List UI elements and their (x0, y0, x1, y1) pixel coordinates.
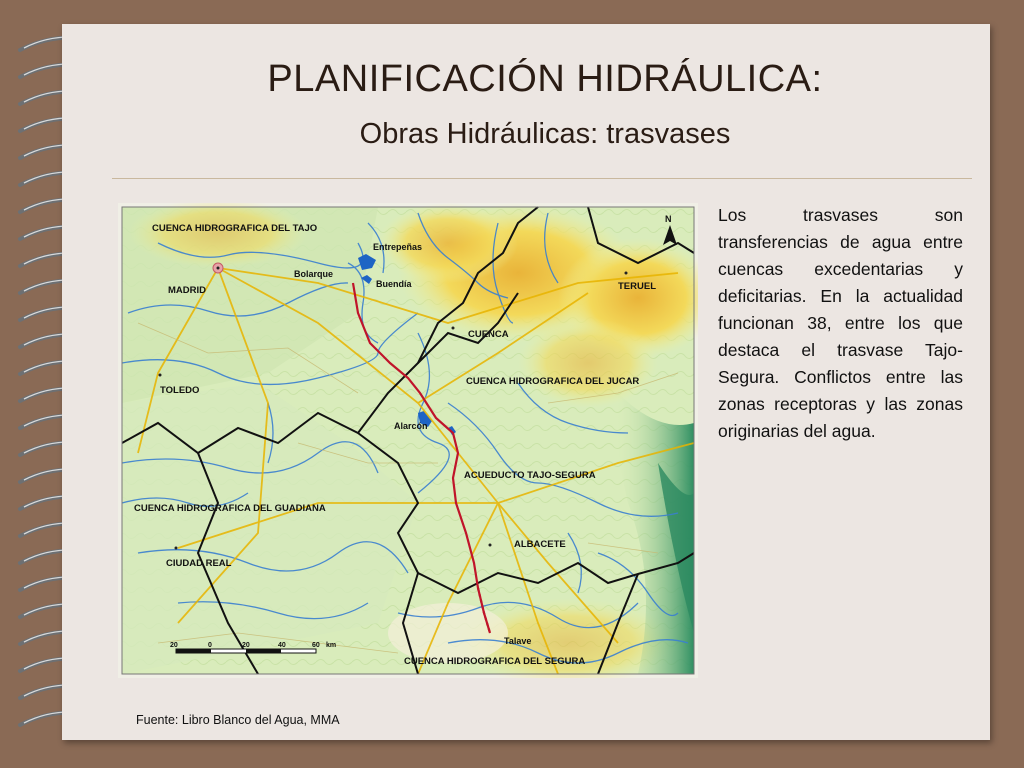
label-entrepenas: Entrepeñas (373, 242, 423, 252)
slide-title: PLANIFICACIÓN HIDRÁULICA: (267, 58, 823, 100)
scale-tick-label: 0 (208, 642, 212, 649)
scale-tick-label: 40 (278, 642, 286, 649)
label-albacete: ALBACETE (514, 539, 566, 550)
label-madrid: MADRID (168, 285, 206, 296)
slide-subtitle: Obras Hidráulicas: trasvases (359, 118, 731, 150)
label-bolarque: Bolarque (294, 269, 334, 279)
map-svg (118, 203, 698, 678)
hydrographic-map (118, 203, 698, 678)
label-acueducto: ACUEDUCTO TAJO-SEGURA (464, 470, 596, 481)
label-toledo: TOLEDO (160, 385, 200, 396)
label-teruel: TERUEL (618, 281, 656, 292)
label-cuenca-city: CUENCA (468, 329, 509, 340)
source-caption: Fuente: Libro Blanco del Agua, MMA (136, 713, 340, 727)
scale-tick-label: 60 (312, 642, 320, 649)
label-cuenca-guadiana: CUENCA HIDROGRAFICA DEL GUADIANA (134, 503, 326, 514)
label-alarcon: Alarcón (394, 421, 428, 431)
scale-tick-label: 20 (170, 642, 178, 649)
label-cuenca-tajo: CUENCA HIDROGRAFICA DEL TAJO (152, 223, 318, 234)
title-divider (112, 178, 972, 179)
scale-unit-label: km (326, 642, 337, 649)
label-ciudad-real: CIUDAD REAL (166, 558, 232, 569)
svg-text:N: N (665, 214, 672, 224)
scale-tick-label: 20 (242, 642, 250, 649)
body-paragraph: Los trasvases son transferencias de agua entre cuencas excedentarias y deficitarias. En la actualidad funcionan 38, entre los que destaca el trasvase Tajo-Segura. Conflictos entre las zonas receptoras y las zonas originarias del agua. (718, 205, 963, 441)
label-cuenca-jucar: CUENCA HIDROGRAFICA DEL JUCAR (466, 376, 640, 387)
label-buendia: Buendía (376, 279, 412, 289)
label-talave: Talave (504, 636, 532, 646)
label-cuenca-segura: CUENCA HIDROGRAFICA DEL SEGURA (404, 656, 586, 667)
